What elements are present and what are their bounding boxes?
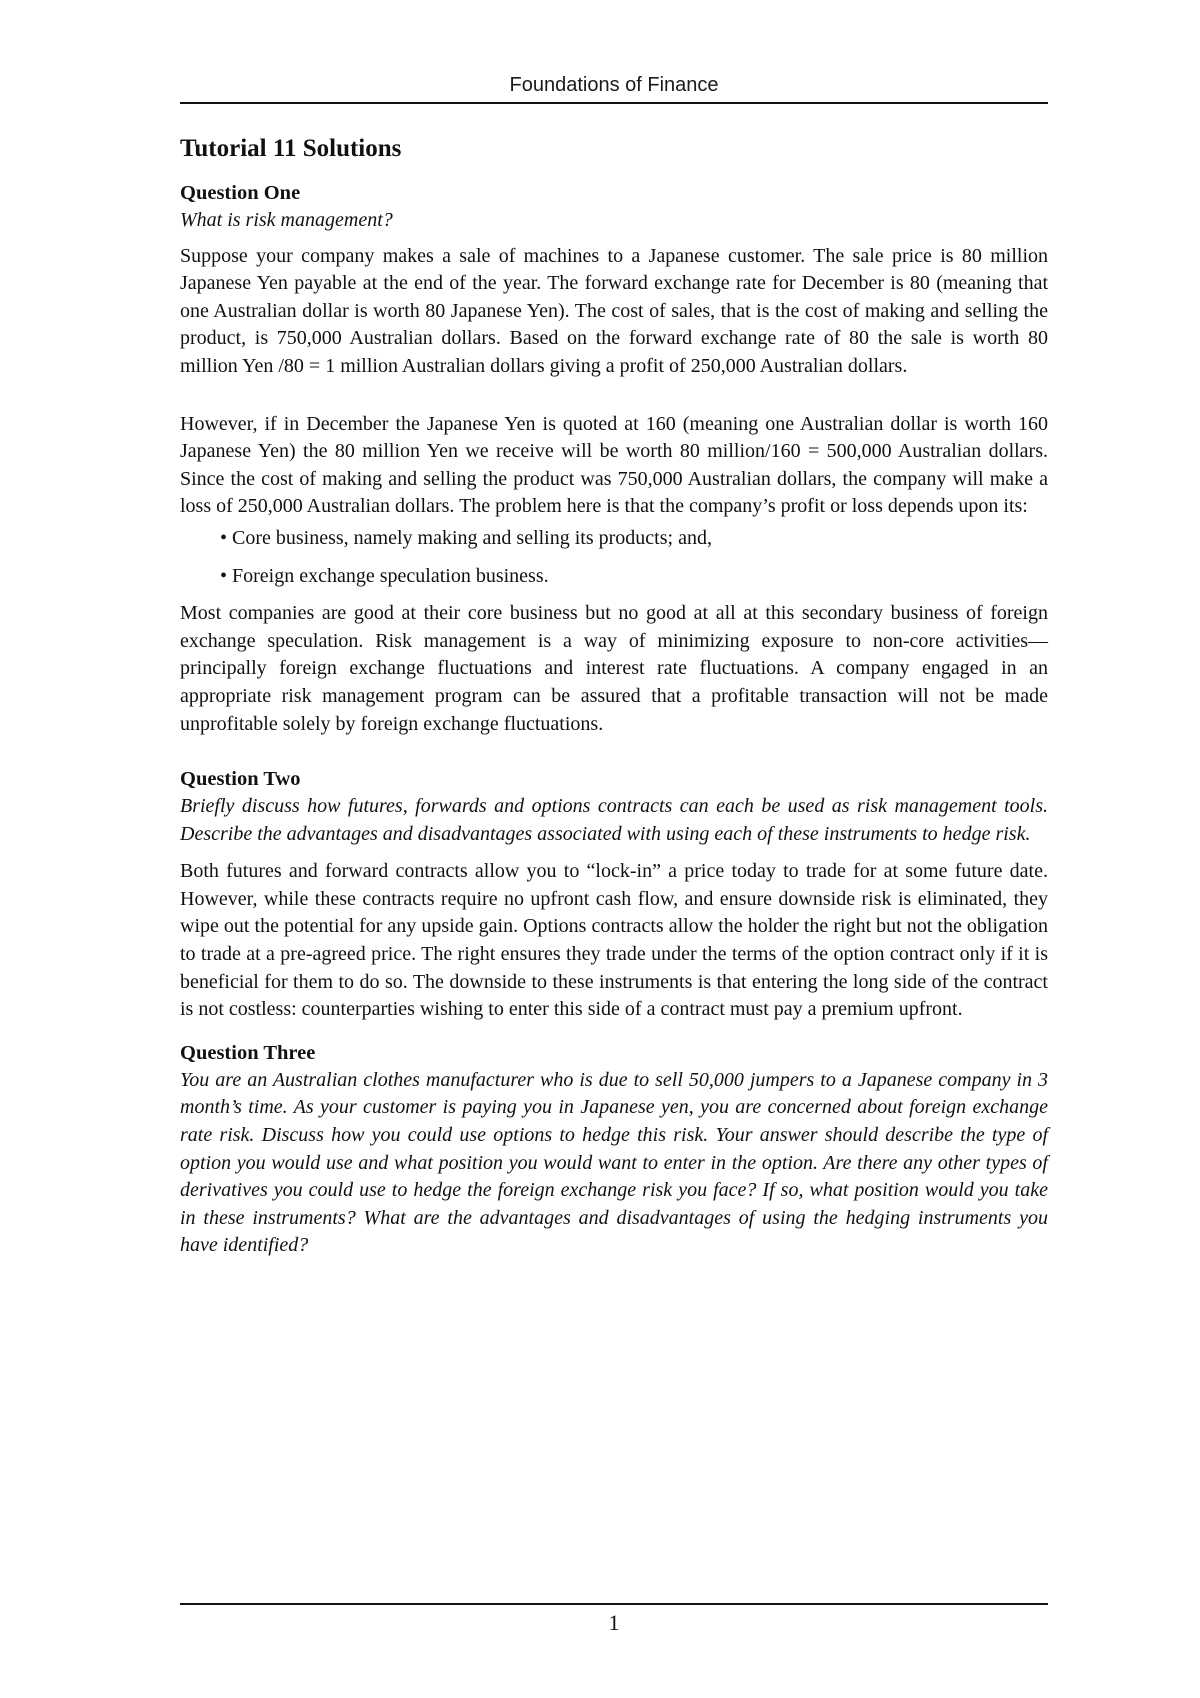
bullet-item-core-business: • Core business, namely making and selling its products; and, (220, 525, 1048, 553)
question-one-closing: Most companies are good at their core business but no good at all at this secondary business of foreign exchange speculation. Risk management is a way of minimizing exposure to non-core activities—principally foreign exchange fluctuations and interest rate fluctuations. A company engaged in an appropriate risk management program can be assured that a profitable transaction will not be made unprofitable solely by foreign exchange fluctuations. (180, 602, 1048, 735)
page-number: 1 (608, 1610, 620, 1635)
question-one-section (180, 180, 1048, 738)
footer-rule (180, 1603, 1048, 1605)
question-two-heading: Question Two (180, 768, 301, 791)
question-one-paragraph-2: However, if in December the Japanese Yen is quoted at 160 (meaning one Australian dollar is worth 160 Japanese Yen) the 80 million Yen we receive will be worth 80 million/160 = 500,000 Australian dollars. Since the cost of making and selling the product was 750,000 Australian dollars, the company will make a loss of 250,000 Australian dollars. The problem here is that the company’s profit or loss depends upon its: (180, 412, 1048, 518)
question-one-heading: Question One (180, 182, 301, 204)
question-two-answer: Both futures and forward contracts allow you to “lock-in” a price today to trade for at some future date. However, while these contracts require no upfront cash flow, and ensure downside risk is eliminated, they wipe out the potential for any upside gain. Options contracts allow the holder the right but not the obligation to trade at a pre-agreed price. The right ensures they trade under the terms of the option contract only if it is beneficial for them to do so. The downside to these instruments is that entering the long side of the contract is not costless: counterparties wishing to enter this side of a contract must pay a premium upfront. (180, 860, 1048, 1021)
question-two-prompt: Briefly discuss how futures, forwards and options contracts can each be used as risk management tools. Describe the advantages and disadvantages associated with using each of these instruments to hedge risk. (180, 795, 1048, 845)
page-content (180, 134, 1048, 1260)
question-three-prompt: You are an Australian clothes manufacturer who is due to sell 50,000 jumpers to a Japanese company in 3 month’s time. As your customer is paying you in Japanese yen, you are concerned about foreign exchange rate risk. Discuss how you could use options to hedge this risk. Your answer should describe the type of option you would use and what position you would want to enter in the option. Are there any other types of derivatives you could use to hedge the foreign exchange risk you face? If so, what position would you take in these instruments? What are the advantages and disadvantages of using the hedging instruments you have identified? (180, 1068, 1048, 1257)
question-two-section (180, 766, 1048, 1024)
question-one-prompt: What is risk management? (180, 209, 393, 231)
running-header: Foundations of Finance (509, 74, 719, 96)
question-three-heading: Question Three (180, 1041, 316, 1064)
question-one-bullet-list (180, 525, 1048, 590)
bullet-item-fx-speculation: • Foreign exchange speculation business. (220, 563, 1048, 591)
question-one-paragraph-1: Suppose your company makes a sale of machines to a Japanese customer. The sale price is 80 million Japanese Yen payable at the end of the year. The forward exchange rate for December is 80 (meaning that one Australian dollar is worth 80 Japanese Yen). The cost of sales, that is the cost of making and selling the product, is 750,000 Australian dollars. Based on the forward exchange rate of 80 the sale is worth 80 million Yen /80 = 1 million Australian dollars giving a profit of 250,000 Australian dollars. (180, 244, 1048, 377)
question-three-section (180, 1040, 1048, 1260)
document-title: Tutorial 11 Solutions (180, 135, 402, 162)
header-rule (180, 102, 1048, 104)
